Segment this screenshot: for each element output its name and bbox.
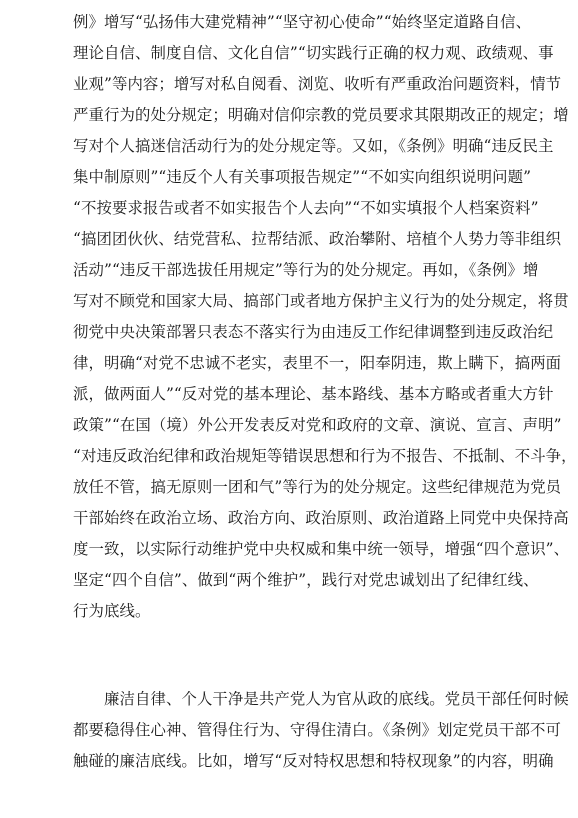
paragraph-line: 集中制原则”“违反个人有关事项报告规定”“不如实向组织说明问题”: [73, 168, 532, 186]
paragraph-line: 活动”“违反干部选拔任用规定”等行为的处分规定。再如，《条例》增: [73, 261, 539, 279]
paragraph-line: “对违反政治纪律和政治规矩等错误思想和行为不报告、不抵制、不斗争，: [73, 447, 577, 465]
paragraph-line: “搞团团伙伙、结党营私、拉帮结派、政治攀附、培植个人势力等非组织: [73, 230, 562, 248]
paragraph-line: 例》增写“弘扬伟大建党精神”“坚守初心使命”“始终坚定道路自信、: [73, 13, 532, 31]
paragraph-line: 彻党中央决策部署只表态不落实行为由违反工作纪律调整到违反政治纪: [73, 323, 554, 341]
paragraph-line: 放任不管，搞无原则一团和气”等行为的处分规定。这些纪律规范为党员: [73, 478, 562, 496]
paragraph-line: 坚定“四个自信”、做到“两个维护”，践行对党忠诚划出了纪律红线、: [73, 571, 539, 589]
paragraph-line: 政策”“在国（境）外公开发表反对党和政府的文章、演说、宣言、声明”: [73, 416, 562, 434]
paragraph-line: 触碰的廉洁底线。比如，增写“反对特权思想和特权现象”的内容，明确: [73, 752, 554, 770]
paragraph-line: 度一致，以实际行动维护党中央权威和集中统一领导，增强“四个意识”、: [73, 540, 570, 558]
paragraph-line: 写对个人搞迷信活动行为的处分规定等。又如，《条例》明确“违反民主: [73, 137, 554, 155]
paragraph-line: 廉洁自律、个人干净是共产党人为官从政的底线。党员干部任何时候: [104, 690, 569, 708]
paragraph-line: 写对不顾党和国家大局、搞部门或者地方保护主义行为的处分规定，将贯: [73, 292, 569, 310]
paragraph-line: “不按要求报告或者不如实报告个人去向”“不如实填报个人档案资料”: [73, 199, 539, 217]
paragraph-line: 派，做两面人”“反对党的基本理论、基本路线、基本方略或者重大方针: [73, 385, 554, 403]
paragraph-line: 律，明确“对党不忠诚不老实，表里不一，阳奉阴违，欺上瞒下，搞两面: [73, 354, 562, 372]
paragraph-line: 理论自信、制度自信、文化自信”“切实践行正确的权力观、政绩观、事: [73, 44, 554, 62]
paragraph-line: 业观”等内容；增写对私自阅看、浏览、收听有严重政治问题资料，情节: [73, 75, 562, 93]
paragraph-line: 都要稳得住心神、管得住行为、守得住清白。《条例》划定党员干部不可: [73, 721, 562, 739]
paragraph-line: 干部始终在政治立场、政治方向、政治原则、政治道路上同党中央保持高: [73, 509, 569, 527]
paragraph-line: 行为底线。: [73, 602, 151, 620]
paragraph-line: 严重行为的处分规定；明确对信仰宗教的党员要求其限期改正的规定；增: [73, 106, 569, 124]
